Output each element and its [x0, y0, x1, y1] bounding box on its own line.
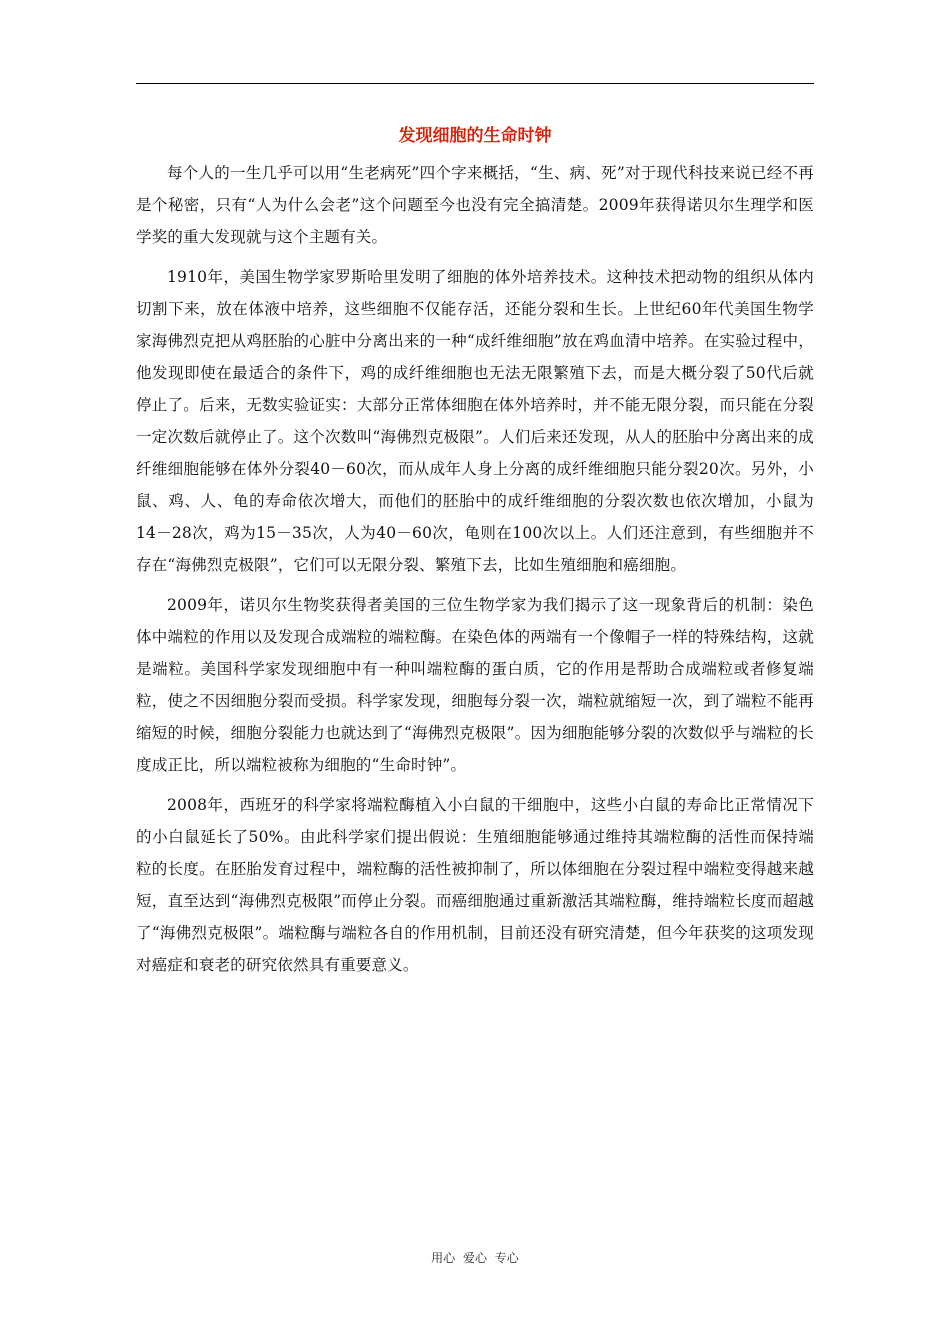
paragraph-2: 1910年，美国生物学家罗斯哈里发明了细胞的体外培养技术。这种技术把动物的组织从体内切割下来，放在体液中培养，这些细胞不仅能存活，还能分裂和生长。上世纪60年代美国生物学家海佛烈克把从鸡胚胎的心脏中分离出来的一种“成纤维细胞”放在鸡血清中培养。在实验过程中，他发现即使在最适合的条件下，鸡的成纤维细胞也无法无限繁殖下去，而是大概分裂了50代后就停止了。后来，无数实验证实：大部分正常体细胞在体外培养时，并不能无限分裂，而只能在分裂一定次数后就停止了。这个次数叫“海佛烈克极限”。人们后来还发现，从人的胚胎中分离出来的成纤维细胞能够在体外分裂40－60次，而从成年人身上分离的成纤维细胞只能分裂20次。另外，小鼠、鸡、人、龟的寿命依次增大，而他们的胚胎中的成纤维细胞的分裂次数也依次增加，小鼠为14－28次，鸡为15－35次，人为40－60次，龟则在100次以上。人们还注意到，有些细胞并不存在“海佛烈克极限”，它们可以无限分裂、繁殖下去，比如生殖细胞和癌细胞。 [136, 268, 814, 574]
document-title: 发现细胞的生命时钟 [398, 126, 552, 146]
paragraph-4: 2008年，西班牙的科学家将端粒酶植入小白鼠的干细胞中，这些小白鼠的寿命比正常情况下的小白鼠延长了50%。由此科学家们提出假说：生殖细胞能够通过维持其端粒酶的活性而保持端粒的长度。在胚胎发育过程中，端粒酶的活性被抑制了，所以体细胞在分裂过程中端粒变得越来越短，直至达到“海佛烈克极限”而停止分裂。而癌细胞通过重新激活其端粒酶，维持端粒长度而超越了“海佛烈克极限”。端粒酶与端粒各自的作用机制，目前还没有研究清楚，但今年获奖的这项发现对癌症和衰老的研究依然具有重要意义。 [136, 796, 814, 974]
document-body [136, 157, 814, 989]
paragraph-1: 每个人的一生几乎可以用“生老病死”四个字来概括，“生、病、死”对于现代科技来说已经不再是个秘密，只有“人为什么会老”这个问题至今也没有完全搞清楚。2009年获得诺贝尔生理学和医学奖的重大发现就与这个主题有关。 [136, 164, 814, 246]
page-footer: 用心 爱心 专心 [431, 1251, 519, 1265]
paragraph-3: 2009年，诺贝尔生物奖获得者美国的三位生物学家为我们揭示了这一现象背后的机制：染色体中端粒的作用以及发现合成端粒的端粒酶。在染色体的两端有一个像帽子一样的特殊结构，这就是端粒。美国科学家发现细胞中有一种叫端粒酶的蛋白质，它的作用是帮助合成端粒或者修复端粒，使之不因细胞分裂而受损。科学家发现，细胞每分裂一次，端粒就缩短一次，到了端粒不能再缩短的时候，细胞分裂能力也就达到了“海佛烈克极限”。因为细胞能够分裂的次数似乎与端粒的长度成正比，所以端粒被称为细胞的“生命时钟”。 [136, 596, 814, 774]
header-rule [136, 83, 814, 84]
